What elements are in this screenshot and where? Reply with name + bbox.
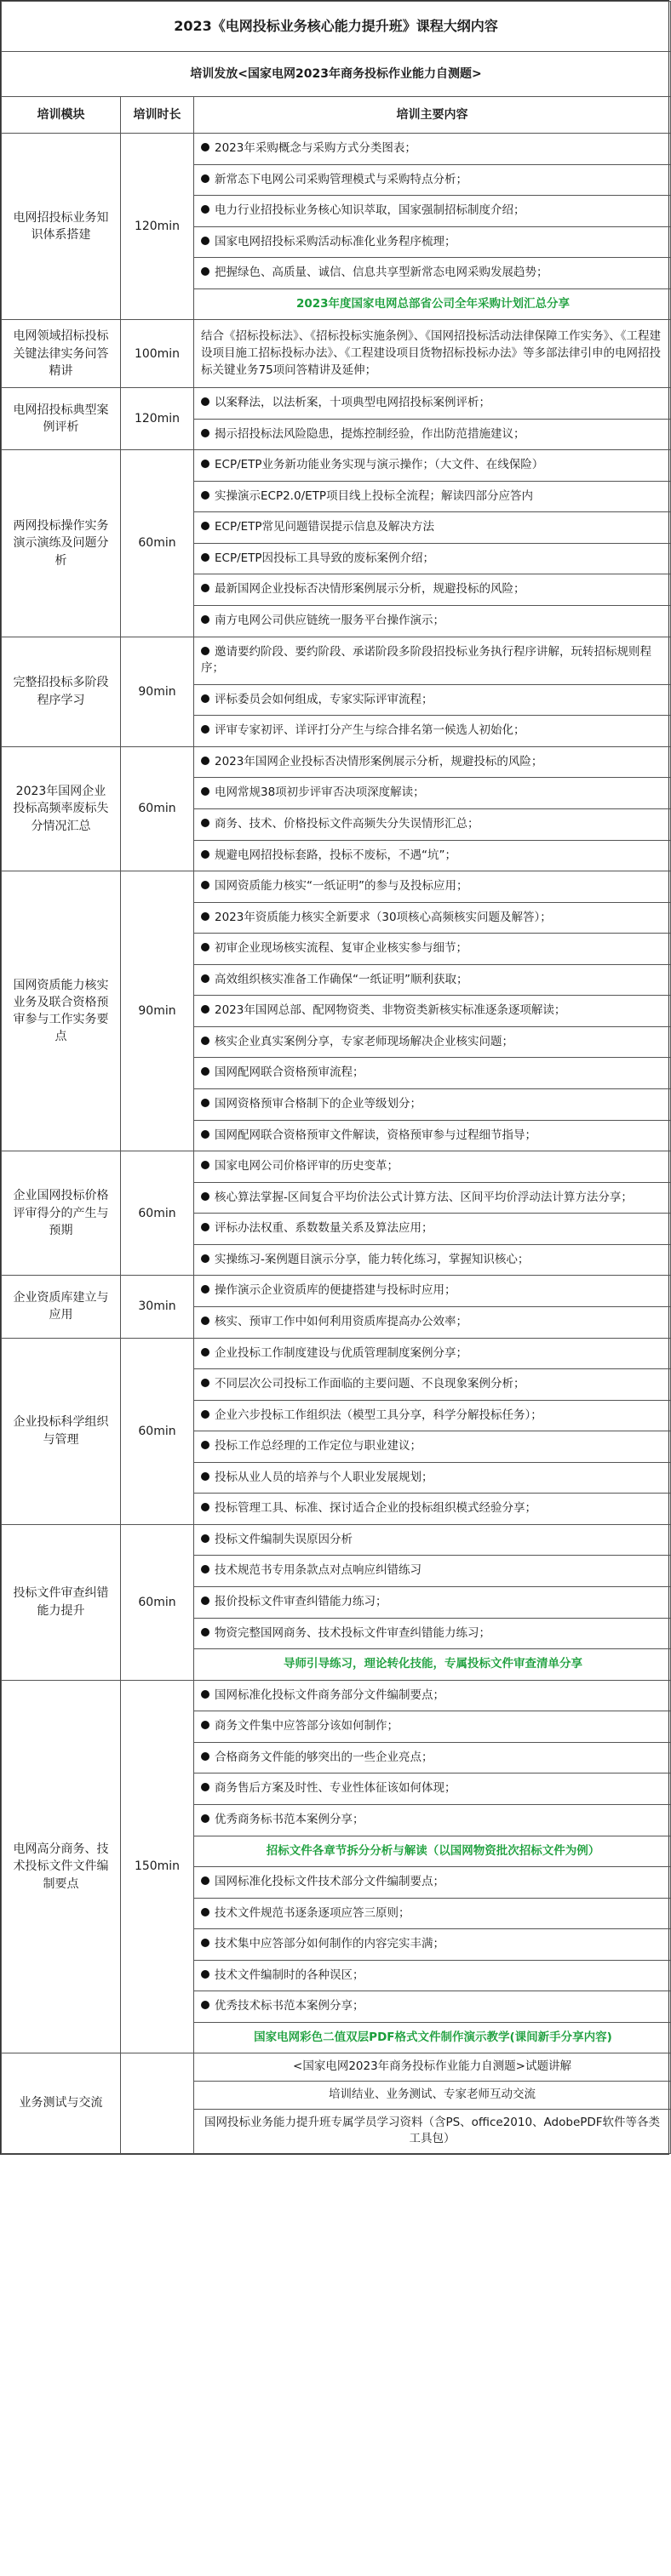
header-content: 培训主要内容	[194, 97, 671, 134]
module-row	[2, 871, 671, 903]
content-item	[194, 716, 671, 747]
content-item-text: 商务文件集中应答部分该如何制作；	[215, 1719, 399, 1734]
module-row	[2, 746, 671, 778]
content-item-text: ECP/ETP业务新功能业务实现与演示操作；（大文件、在线保险）	[215, 458, 544, 472]
module-row	[2, 1338, 671, 1369]
content-item	[194, 964, 671, 996]
bullet-icon	[201, 725, 209, 734]
content-item	[194, 388, 671, 420]
module-row	[2, 1680, 671, 1711]
content-item	[194, 1338, 671, 1369]
content-item-text: 技术文件编制时的各种误区；	[215, 1968, 364, 1982]
bullet-icon	[201, 1970, 209, 1979]
bullet-icon	[201, 1037, 209, 1045]
content-item	[194, 1960, 671, 1991]
header-duration: 培训时长	[121, 97, 194, 134]
bullet-icon	[201, 205, 209, 214]
bullet-icon	[201, 912, 209, 921]
module-name: 电网招投标典型案例评析	[2, 388, 121, 450]
bullet-icon	[201, 553, 209, 562]
bullet-icon	[201, 1534, 209, 1543]
content-item-text: 不同层次公司投标工作面临的主要问题、不良现象案例分析；	[215, 1377, 525, 1391]
content-item-text: 新常态下电网公司采购管理模式与采购特点分析；	[215, 172, 467, 186]
bullet-icon	[201, 2001, 209, 2009]
module-duration: 90min	[121, 871, 194, 1151]
content-item	[194, 606, 671, 637]
content-item-text: 国网标准化投标文件商务部分文件编制要点；	[215, 1688, 444, 1702]
content-item-text: 国家电网招投标采购活动标准化业务程序梳理；	[215, 234, 456, 248]
module-duration: 120min	[121, 388, 194, 450]
bullet-icon	[201, 1099, 209, 1107]
bullet-icon	[201, 1005, 209, 1014]
bullet-icon	[201, 974, 209, 983]
bullet-icon	[201, 1690, 209, 1699]
module-row	[2, 320, 671, 388]
content-item-text: 电网常规38项初步评审否决项深度解读；	[215, 785, 425, 800]
content-item-text: 技术文件规范书逐条逐项应答三原则；	[215, 1905, 410, 1920]
content-item-text: 操作演示企业资质库的便捷搭建与投标时应用；	[215, 1283, 456, 1298]
bullet-icon	[201, 1379, 209, 1387]
module-row	[2, 1524, 671, 1556]
title-row	[2, 2, 671, 52]
bullet-icon	[201, 647, 209, 655]
bullet-icon	[201, 174, 209, 183]
content-item-text: 投标从业人员的培养与个人职业发展规划；	[215, 1470, 433, 1484]
content-item	[194, 1182, 671, 1214]
content-item	[194, 512, 671, 544]
bullet-icon	[201, 1783, 209, 1791]
content-item-text: ECP/ETP常见问题错误提示信息及解决方法	[215, 520, 435, 534]
module-name: 电网招投标业务知识体系搭建	[2, 134, 121, 320]
content-item-text: 核实、预审工作中如何利用资质库提高办公效率；	[215, 1314, 467, 1328]
bullet-icon	[201, 943, 209, 951]
bullet-icon	[201, 1130, 209, 1139]
content-item-text: 优秀技术标书范本案例分享；	[215, 1999, 364, 2013]
content-item	[194, 1618, 671, 1649]
bullet-icon	[201, 1441, 209, 1449]
bullet-icon	[201, 237, 209, 245]
content-item	[194, 1400, 671, 1431]
module-row	[2, 2053, 671, 2082]
content-item-text: 核实企业真实案例分享，专家老师现场解决企业核实问题；	[215, 1034, 513, 1048]
subtitle: 培训发放<国家电网2023年商务投标作业能力自测题>	[2, 52, 671, 97]
content-item	[194, 1711, 671, 1743]
content-item-text: 优秀商务标书范本案例分享；	[215, 1812, 364, 1826]
bullet-icon	[201, 1503, 209, 1511]
content-item-text: 国网资格预审合格制下的企业等级划分；	[215, 1097, 422, 1111]
content-item-text: 投标文件编制失误原因分析	[215, 1532, 353, 1546]
content-item	[194, 1089, 671, 1121]
module-duration	[121, 2053, 194, 2153]
bullet-icon	[201, 1939, 209, 1947]
content-item-text: 2023年国网总部、配网物资类、非物资类新核实标准逐条逐项解读；	[215, 1003, 566, 1018]
content-item	[194, 1773, 671, 1805]
module-name: 业务测试与交流	[2, 2053, 121, 2153]
content-item	[194, 1306, 671, 1338]
module-duration: 30min	[121, 1276, 194, 1338]
content-item-text: 合格商务文件能的够突出的一些企业亮点；	[215, 1750, 433, 1764]
module-duration: 60min	[121, 1524, 194, 1680]
bullet-icon	[201, 267, 209, 276]
content-item-text: 企业六步投标工作组织法（模型工具分享，科学分解投标任务）；	[215, 1408, 542, 1422]
content-item	[194, 226, 671, 258]
bullet-icon	[201, 1814, 209, 1823]
module-name: 国网资质能力核实业务及联合资格预审参与工作实务要点	[2, 871, 121, 1151]
page-title: 2023《电网投标业务核心能力提升班》课程大纲内容	[2, 2, 671, 52]
bullet-icon	[201, 694, 209, 703]
content-item	[194, 746, 671, 778]
content-item-text: 国家电网公司价格评审的历史变革；	[215, 1159, 399, 1174]
content-item	[194, 1587, 671, 1619]
module-duration: 120min	[121, 134, 194, 320]
bullet-icon	[201, 429, 209, 437]
header-row	[2, 97, 671, 134]
content-item-text: 揭示招投标法风险隐患，提炼控制经验，作出防范措施建议；	[215, 426, 525, 441]
content-item-text: 2023年资质能力核实全新要求（30项核心高频核实问题及解答）；	[215, 910, 552, 924]
content-item-text: 国网配网联合资格预审流程；	[215, 1065, 364, 1080]
bullet-icon	[201, 1067, 209, 1076]
bullet-icon	[201, 1721, 209, 1729]
content-item-text: 评标办法权重、系数数量关系及算法应用；	[215, 1221, 433, 1236]
module-row	[2, 450, 671, 482]
content-item-text: 企业投标工作制度建设与优质管理制度案例分享；	[215, 1345, 467, 1360]
content-item	[194, 1058, 671, 1089]
content-item	[194, 1991, 671, 2023]
header-module: 培训模块	[2, 97, 121, 134]
content-item-text: 技术集中应答部分如何制作的内容完实丰满；	[215, 1937, 444, 1951]
content-item	[194, 164, 671, 196]
bullet-icon	[201, 881, 209, 889]
bullet-icon	[201, 1908, 209, 1916]
bullet-icon	[201, 819, 209, 827]
highlight-note: 2023年度国家电网总部省公司全年采购计划汇总分享	[194, 288, 671, 320]
content-item	[194, 1929, 671, 1961]
content-item-text: 国网标准化投标文件技术部分文件编制要点；	[215, 1875, 444, 1889]
content-item-text: 评审专家初评、详评打分产生与综合排名第一候选人初始化；	[215, 723, 525, 738]
highlight-note: 招标文件各章节拆分分析与解读（以国网物资批次招标文件为例）	[194, 1836, 671, 1867]
content-item-text: 邀请要约阶段、要约阶段、承诺阶段多阶段招投标业务执行程序讲解，玩转招标规则程序；	[201, 644, 651, 676]
content-item	[194, 196, 671, 227]
content-item	[194, 808, 671, 840]
bullet-icon	[201, 1161, 209, 1169]
bullet-icon	[201, 1254, 209, 1263]
content-item	[194, 1276, 671, 1307]
content-item	[194, 1898, 671, 1929]
content-item-text: 高效组织核实准备工作确保“一纸证明”顺利获取；	[215, 972, 468, 986]
module-name: 企业国网投标价格评审得分的产生与预期	[2, 1151, 121, 1276]
content-item-text: 把握绿色、高质量、诚信、信息共享型新常态电网采购发展趋势；	[215, 266, 548, 280]
module-name: 电网领域招标投标关键法律实务问答精讲	[2, 320, 121, 388]
content-line: <国家电网2023年商务投标作业能力自测题>试题讲解	[194, 2053, 671, 2082]
module-row	[2, 1276, 671, 1307]
content-item	[194, 871, 671, 903]
module-name: 企业资质库建立与应用	[2, 1276, 121, 1338]
module-duration: 150min	[121, 1680, 194, 2053]
content-item	[194, 258, 671, 289]
bullet-icon	[201, 850, 209, 859]
content-item-text: 评标委员会如何组成，专家实际评审流程；	[215, 692, 433, 706]
content-item-text: 初审企业现场核实流程、复审企业核实参与细节；	[215, 941, 467, 956]
bullet-icon	[201, 1596, 209, 1605]
content-item-text: 国网配网联合资格预审文件解读，资格预审参与过程细节指导；	[215, 1128, 536, 1142]
content-item	[194, 481, 671, 512]
content-item	[194, 1431, 671, 1463]
content-item	[194, 902, 671, 934]
bullet-icon	[201, 143, 209, 151]
content-item-text: 技术规范书专用条款点对点响应纠错练习	[215, 1563, 422, 1578]
module-duration: 60min	[121, 1151, 194, 1276]
module-name: 完整招投标多阶段程序学习	[2, 637, 121, 746]
content-item	[194, 1120, 671, 1151]
bullet-icon	[201, 1628, 209, 1636]
module-row	[2, 388, 671, 420]
module-name: 投标文件审查纠错能力提升	[2, 1524, 121, 1680]
content-item-text: 商务、技术、价格投标文件高频失分失误情形汇总；	[215, 816, 479, 831]
content-item	[194, 1494, 671, 1525]
module-duration: 100min	[121, 320, 194, 388]
content-item	[194, 419, 671, 450]
content-item	[194, 1742, 671, 1773]
content-item	[194, 840, 671, 871]
content-item-text: 南方电网公司供应链统一服务平台操作演示；	[215, 614, 444, 627]
bullet-icon	[201, 1876, 209, 1885]
bullet-icon	[201, 787, 209, 796]
content-item-text: 2023年采购概念与采购方式分类图表；	[215, 141, 416, 155]
bullet-icon	[201, 460, 209, 468]
bullet-icon	[201, 1472, 209, 1481]
module-name: 企业投标科学组织与管理	[2, 1338, 121, 1524]
content-item-text: 电力行业招投标业务核心知识萃取，国家强制招标制度介绍；	[215, 203, 525, 218]
bullet-icon	[201, 1317, 209, 1325]
bullet-icon	[201, 1752, 209, 1761]
bullet-icon	[201, 1285, 209, 1294]
bullet-icon	[201, 397, 209, 406]
bullet-icon	[201, 615, 209, 624]
content-item	[194, 684, 671, 716]
content-item-text: ECP/ETP因投标工具导致的废标案例介绍；	[215, 551, 435, 565]
content-item	[194, 934, 671, 965]
bullet-icon	[201, 1410, 209, 1419]
module-row	[2, 134, 671, 165]
highlight-note: 导师引导练习，理论转化技能，专属投标文件审查清单分享	[194, 1649, 671, 1681]
content-paragraph: 结合《招标投标法》、《招标投标实施条例》、《国网招投标活动法律保障工作实务》、《工程建设项目施工招标投标办法》、《工程建设项目货物招标投标办法》等多部法律引申的电网招投标关键业务75项问答精讲及延伸；	[194, 320, 671, 388]
module-duration: 60min	[121, 1338, 194, 1524]
content-item	[194, 996, 671, 1027]
content-item	[194, 1804, 671, 1836]
content-item	[194, 1026, 671, 1058]
content-item	[194, 1680, 671, 1711]
highlight-note: 国家电网彩色二值双层PDF格式文件制作演示教学(课间新手分享内容)	[194, 2022, 671, 2053]
content-item-text: 投标管理工具、标准、探讨适合企业的投标组织模式经验分享；	[215, 1501, 536, 1516]
content-item	[194, 543, 671, 574]
content-item-text: 2023年国网企业投标否决情形案例展示分析，规避投标的风险；	[215, 754, 543, 768]
module-name: 2023年国网企业投标高频率废标失分情况汇总	[2, 746, 121, 871]
module-name: 两网投标操作实务演示演练及问题分析	[2, 450, 121, 637]
content-item-text: 商务售后方案及时性、专业性体征该如何体现；	[215, 1781, 456, 1796]
module-row	[2, 637, 671, 684]
content-item-text: 最新国网企业投标否决情形案例展示分析，规避投标的风险；	[215, 582, 525, 597]
bullet-icon	[201, 522, 209, 530]
content-line: 国网投标业务能力提升班专属学员学习资料（含PS、office2010、AdobePDF软件等各类工具包）	[194, 2109, 671, 2153]
content-item-text: 规避电网招投标套路，投标不废标，不遇“坑”；	[215, 848, 456, 862]
content-item	[194, 1867, 671, 1899]
content-item	[194, 1462, 671, 1494]
content-item-text: 投标工作总经理的工作定位与职业建议；	[215, 1439, 422, 1454]
content-item	[194, 1244, 671, 1276]
content-item-text: 国网资质能力核实“一纸证明”的参与及投标应用；	[215, 879, 468, 894]
content-item-text: 实操练习-案例题目演示分享，能力转化练习，掌握知识核心；	[215, 1252, 530, 1266]
bullet-icon	[201, 1565, 209, 1574]
module-duration: 60min	[121, 450, 194, 637]
subtitle-row	[2, 52, 671, 97]
content-item-text: 以案释法，以法析案，十项典型电网招投标案例评析；	[215, 396, 490, 410]
module-name: 电网高分商务、技术投标文件文件编制要点	[2, 1680, 121, 2053]
content-item	[194, 1556, 671, 1587]
content-item	[194, 778, 671, 809]
bullet-icon	[201, 584, 209, 592]
content-item-text: 物资完整国网商务、技术投标文件审查纠错能力练习；	[215, 1625, 490, 1640]
module-duration: 60min	[121, 746, 194, 871]
content-item	[194, 134, 671, 165]
content-item	[194, 1214, 671, 1245]
module-row	[2, 1151, 671, 1183]
module-duration: 90min	[121, 637, 194, 746]
content-item-text: 实操演示ECP2.0/ETP项目线上投标全流程；解读四部分应答内	[215, 488, 534, 503]
content-item	[194, 450, 671, 482]
content-item-text: 核心算法掌握-区间复合平均价法公式计算方法、区间平均价浮动法计算方法分享；	[215, 1190, 633, 1204]
bullet-icon	[201, 1348, 209, 1357]
content-item	[194, 637, 671, 684]
bullet-icon	[201, 1223, 209, 1231]
content-item	[194, 1369, 671, 1401]
content-item	[194, 1524, 671, 1556]
course-outline-table	[1, 1, 671, 2154]
content-item	[194, 574, 671, 606]
bullet-icon	[201, 491, 209, 500]
content-item	[194, 1151, 671, 1183]
bullet-icon	[201, 757, 209, 765]
bullet-icon	[201, 1192, 209, 1201]
content-line: 培训结业、业务测试、专家老师互动交流	[194, 2082, 671, 2110]
content-item-text: 报价投标文件审查纠错能力练习；	[215, 1595, 387, 1608]
